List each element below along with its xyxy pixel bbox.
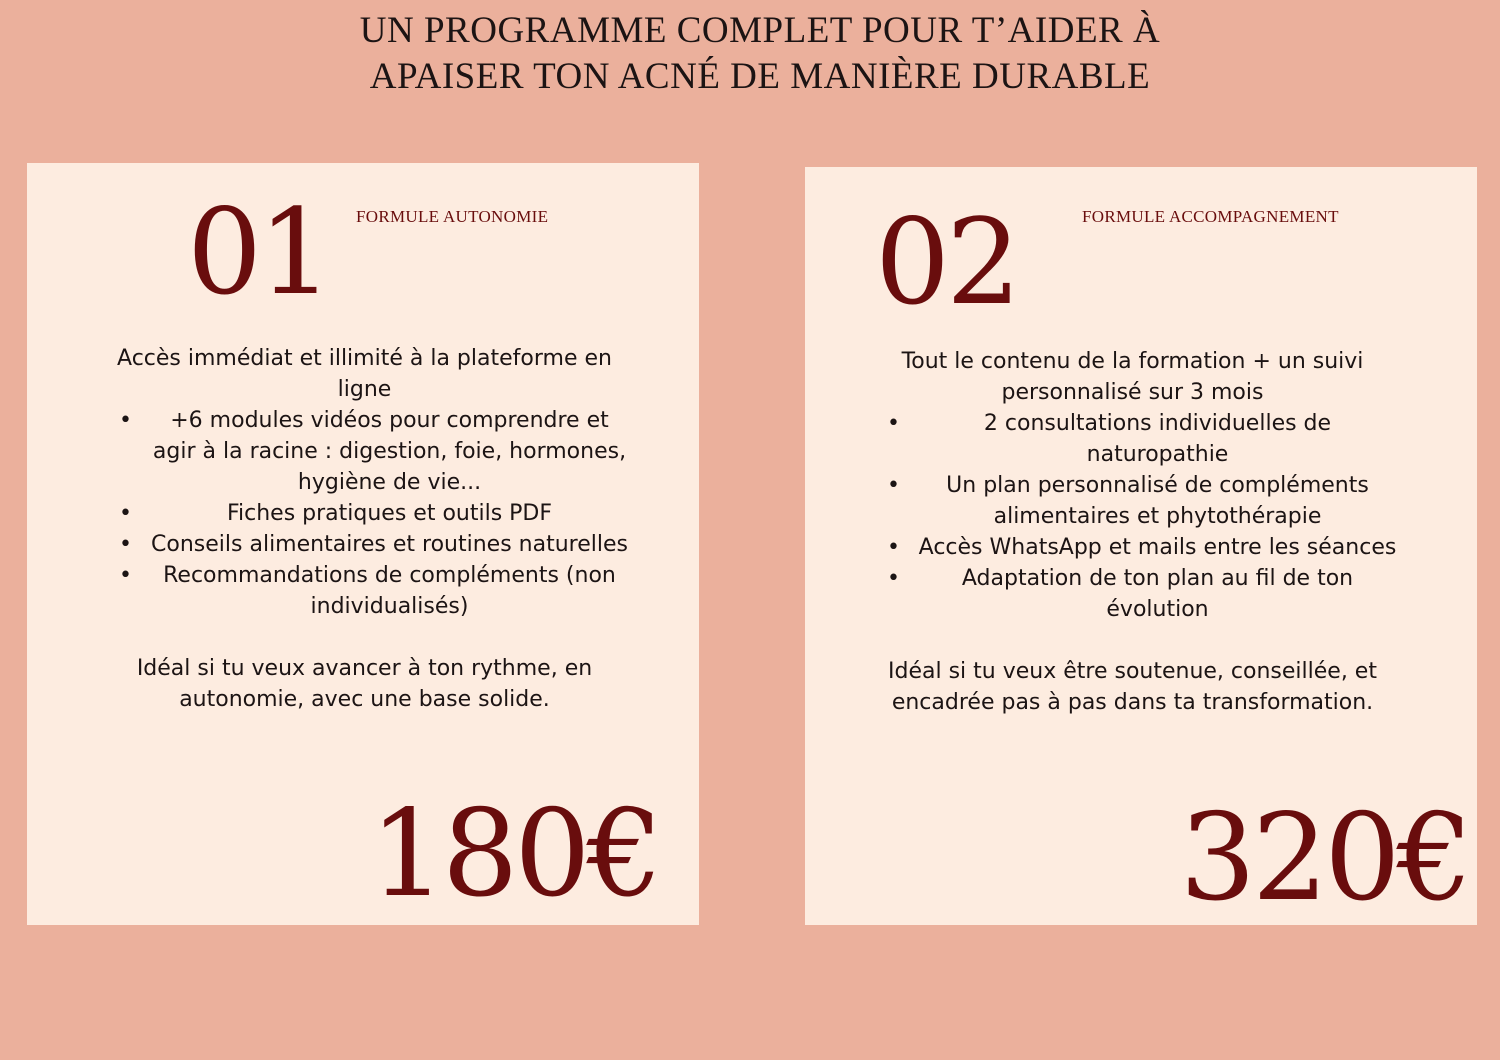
page-title-line-1: UN PROGRAMME COMPLET POUR T’AIDER À	[359, 10, 1161, 51]
card-intro: Tout le contenu de la formation + un suivi personnalisé sur 3 mois	[901, 349, 1364, 405]
feature-list	[97, 405, 632, 622]
feature-item: • +6 modules vidéos pour comprendre et agir à la racine : digestion, foie, hormones, hygiène de vie...	[97, 405, 632, 498]
card-description	[97, 343, 632, 715]
feature-item: • Adaptation de ton plan au fil de ton évolution	[865, 563, 1400, 625]
feature-item: • Un plan personnalisé de compléments alimentaires et phytothérapie	[865, 470, 1400, 532]
page-title-line-2: APAISER TON ACNÉ DE MANIÈRE DURABLE	[369, 56, 1151, 97]
formula-card-autonomie	[27, 163, 699, 925]
feature-item: • Conseils alimentaires et routines naturelles	[97, 529, 632, 560]
price: 320€	[1179, 789, 1469, 928]
card-intro: Accès immédiat et illimité à la plateforme en ligne	[117, 346, 612, 402]
feature-item: • Recommandations de compléments (non individualisés)	[97, 560, 632, 622]
feature-list	[865, 408, 1400, 625]
feature-item: • Accès WhatsApp et mails entre les séances	[865, 532, 1400, 563]
card-ideal-text: Idéal si tu veux être soutenue, conseillée, et encadrée pas à pas dans ta transformation.	[888, 659, 1377, 715]
card-ideal-text: Idéal si tu veux avancer à ton rythme, en autonomie, avec une base solide.	[136, 656, 593, 712]
feature-item: • 2 consultations individuelles de naturopathie	[865, 408, 1400, 470]
feature-item: • Fiches pratiques et outils PDF	[97, 498, 632, 529]
formula-label: FORMULE AUTONOMIE	[356, 207, 549, 226]
card-number: 02	[875, 193, 1018, 331]
card-description	[865, 346, 1400, 718]
formula-label: FORMULE ACCOMPAGNEMENT	[1082, 207, 1339, 226]
price: 180€	[369, 785, 659, 924]
formula-card-accompagnement	[805, 167, 1477, 928]
card-number: 01	[187, 183, 330, 321]
page-title	[250, 8, 1270, 100]
